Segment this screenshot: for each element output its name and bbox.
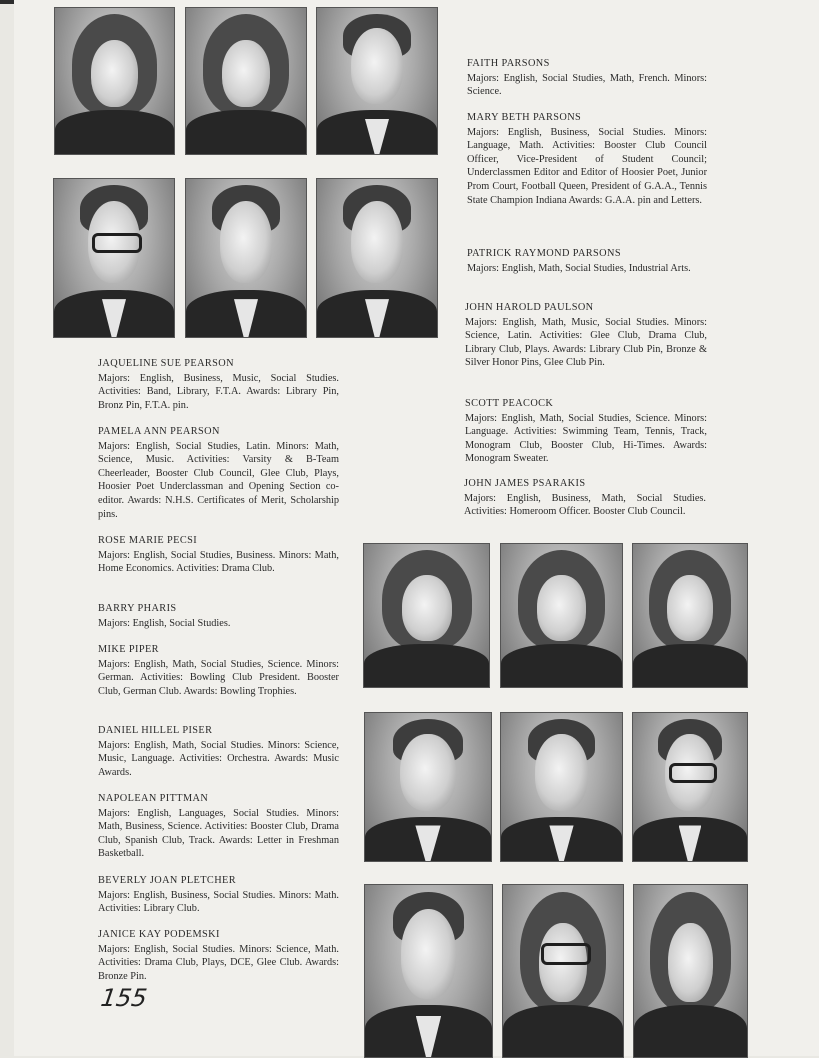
student-details: Majors: English, Math, Music, Social Studies. Minors: Science, Latin. Activities: Glee Club, Drama Club, Library Club, Plays. Awards: Library Club Pin, Bronze & Silver Honor Pins, Glee Club Pin. [465,316,707,369]
student-entry [467,111,707,207]
student-details: Majors: English, Business, Social Studies. Minors: Math. Activities: Library Club. [98,889,339,915]
student-details: Majors: English, Math, Social Studies, Industrial Arts. [467,262,691,274]
student-details: Majors: English, Social Studies, Business. Minors: Math, Home Economics. Activities: Drama Club. [98,549,339,575]
student-entry [98,602,339,630]
student-entry [98,425,339,521]
student-details: Majors: English, Business, Math, Social Studies. Activities: Homeroom Officer. Booster Club Council. [464,492,706,518]
student-details: Majors: English, Social Studies. [98,617,231,629]
student-entry [98,643,339,698]
student-photo [502,884,624,1058]
student-photo [54,7,175,155]
student-photo [53,178,175,338]
student-details: Majors: English, Business, Music, Social Studies. Activities: Band, Library, F.T.A. Awards: Library Pin, Bronz Pin, F.T.A. pin. [98,372,339,411]
student-name: PAMELA ANN PEARSON [98,426,220,437]
student-name: MARY BETH PARSONS [467,112,582,123]
student-name: JOHN JAMES PSARAKIS [464,478,586,489]
student-name: MIKE PIPER [98,644,159,655]
student-entry [464,477,706,519]
student-photo [632,712,748,862]
student-photo [632,543,748,688]
student-photo [500,712,623,862]
student-photo [633,884,748,1058]
student-details: Majors: English, Math, Social Studies, Science. Minors: Language. Activities: Swimming Team, Tennis, Track, Monogram Club, Booster Club, Hi-Times. Awards: Monogram Sweater. [465,412,707,465]
student-entry [98,534,339,576]
student-photo [185,7,307,155]
student-entry [465,397,707,466]
student-photo [500,543,623,688]
student-entry [467,57,707,99]
student-photo [364,712,492,862]
handwritten-page-number: 155 [99,984,149,1012]
student-entry [465,301,707,370]
student-entry [98,724,339,779]
student-entry [467,247,707,275]
student-photo [316,7,438,155]
student-name: FAITH PARSONS [467,58,550,69]
student-name: BARRY PHARIS [98,603,177,614]
student-photo [316,178,438,338]
student-details: Majors: English, Social Studies, Math, French. Minors: Science. [467,72,707,98]
student-name: DANIEL HILLEL PISER [98,725,213,736]
student-name: NAPOLEAN PITTMAN [98,793,209,804]
student-details: Majors: English, Languages, Social Studies. Minors: Math, Business, Science. Activities: Booster Club, Drama Club, Spanish Club, Track. Awards: Letter in Freshman Basketball. [98,807,339,860]
student-name: SCOTT PEACOCK [465,398,554,409]
student-photo [364,884,493,1058]
student-details: Majors: English, Social Studies. Minors: Science, Math. Activities: Drama Club, Plays, DCE, Glee Club. Awards: Bronze Pin. [98,943,339,982]
student-photo [363,543,490,688]
student-entry [98,874,339,916]
student-name: BEVERLY JOAN PLETCHER [98,875,236,886]
student-name: ROSE MARIE PECSI [98,535,198,546]
student-name: PATRICK RAYMOND PARSONS [467,248,621,259]
student-name: JOHN HAROLD PAULSON [465,302,594,313]
student-details: Majors: English, Business, Social Studies. Minors: Language, Math. Activities: Booster Club Council Officer, Vice-President of Student Council; Underclassmen Editor and Editor of Hoosier Poet, Junior Prom Court, Football Queen, President of G.A.A., Tennis State Champion Indiana Awards: G.A.A. pin and Letters. [467,126,707,206]
student-name: JAQUELINE SUE PEARSON [98,358,234,369]
student-photo [185,178,307,338]
student-details: Majors: English, Math, Social Studies. Minors: Science, Music, Language. Activities: Orchestra. Awards: Music Awards. [98,739,339,778]
student-details: Majors: English, Math, Social Studies, Science. Minors: German. Activities: Bowling Club President. Booster Club, German Club. Awards: Bowling Trophies. [98,658,339,697]
student-name: JANICE KAY PODEMSKI [98,929,220,940]
student-entry [98,792,339,861]
student-entry [98,928,339,983]
student-entry [98,357,339,412]
student-details: Majors: English, Social Studies, Latin. Minors: Math, Science, Music. Activities: Varsity & B-Team Cheerleader, Booster Club Council, Glee Club, Plays, Hoosier Poet Underclassman and Opening Section co-editor. Awards: N.H.S. Certificates of Merit, Scholarship pins. [98,440,339,520]
